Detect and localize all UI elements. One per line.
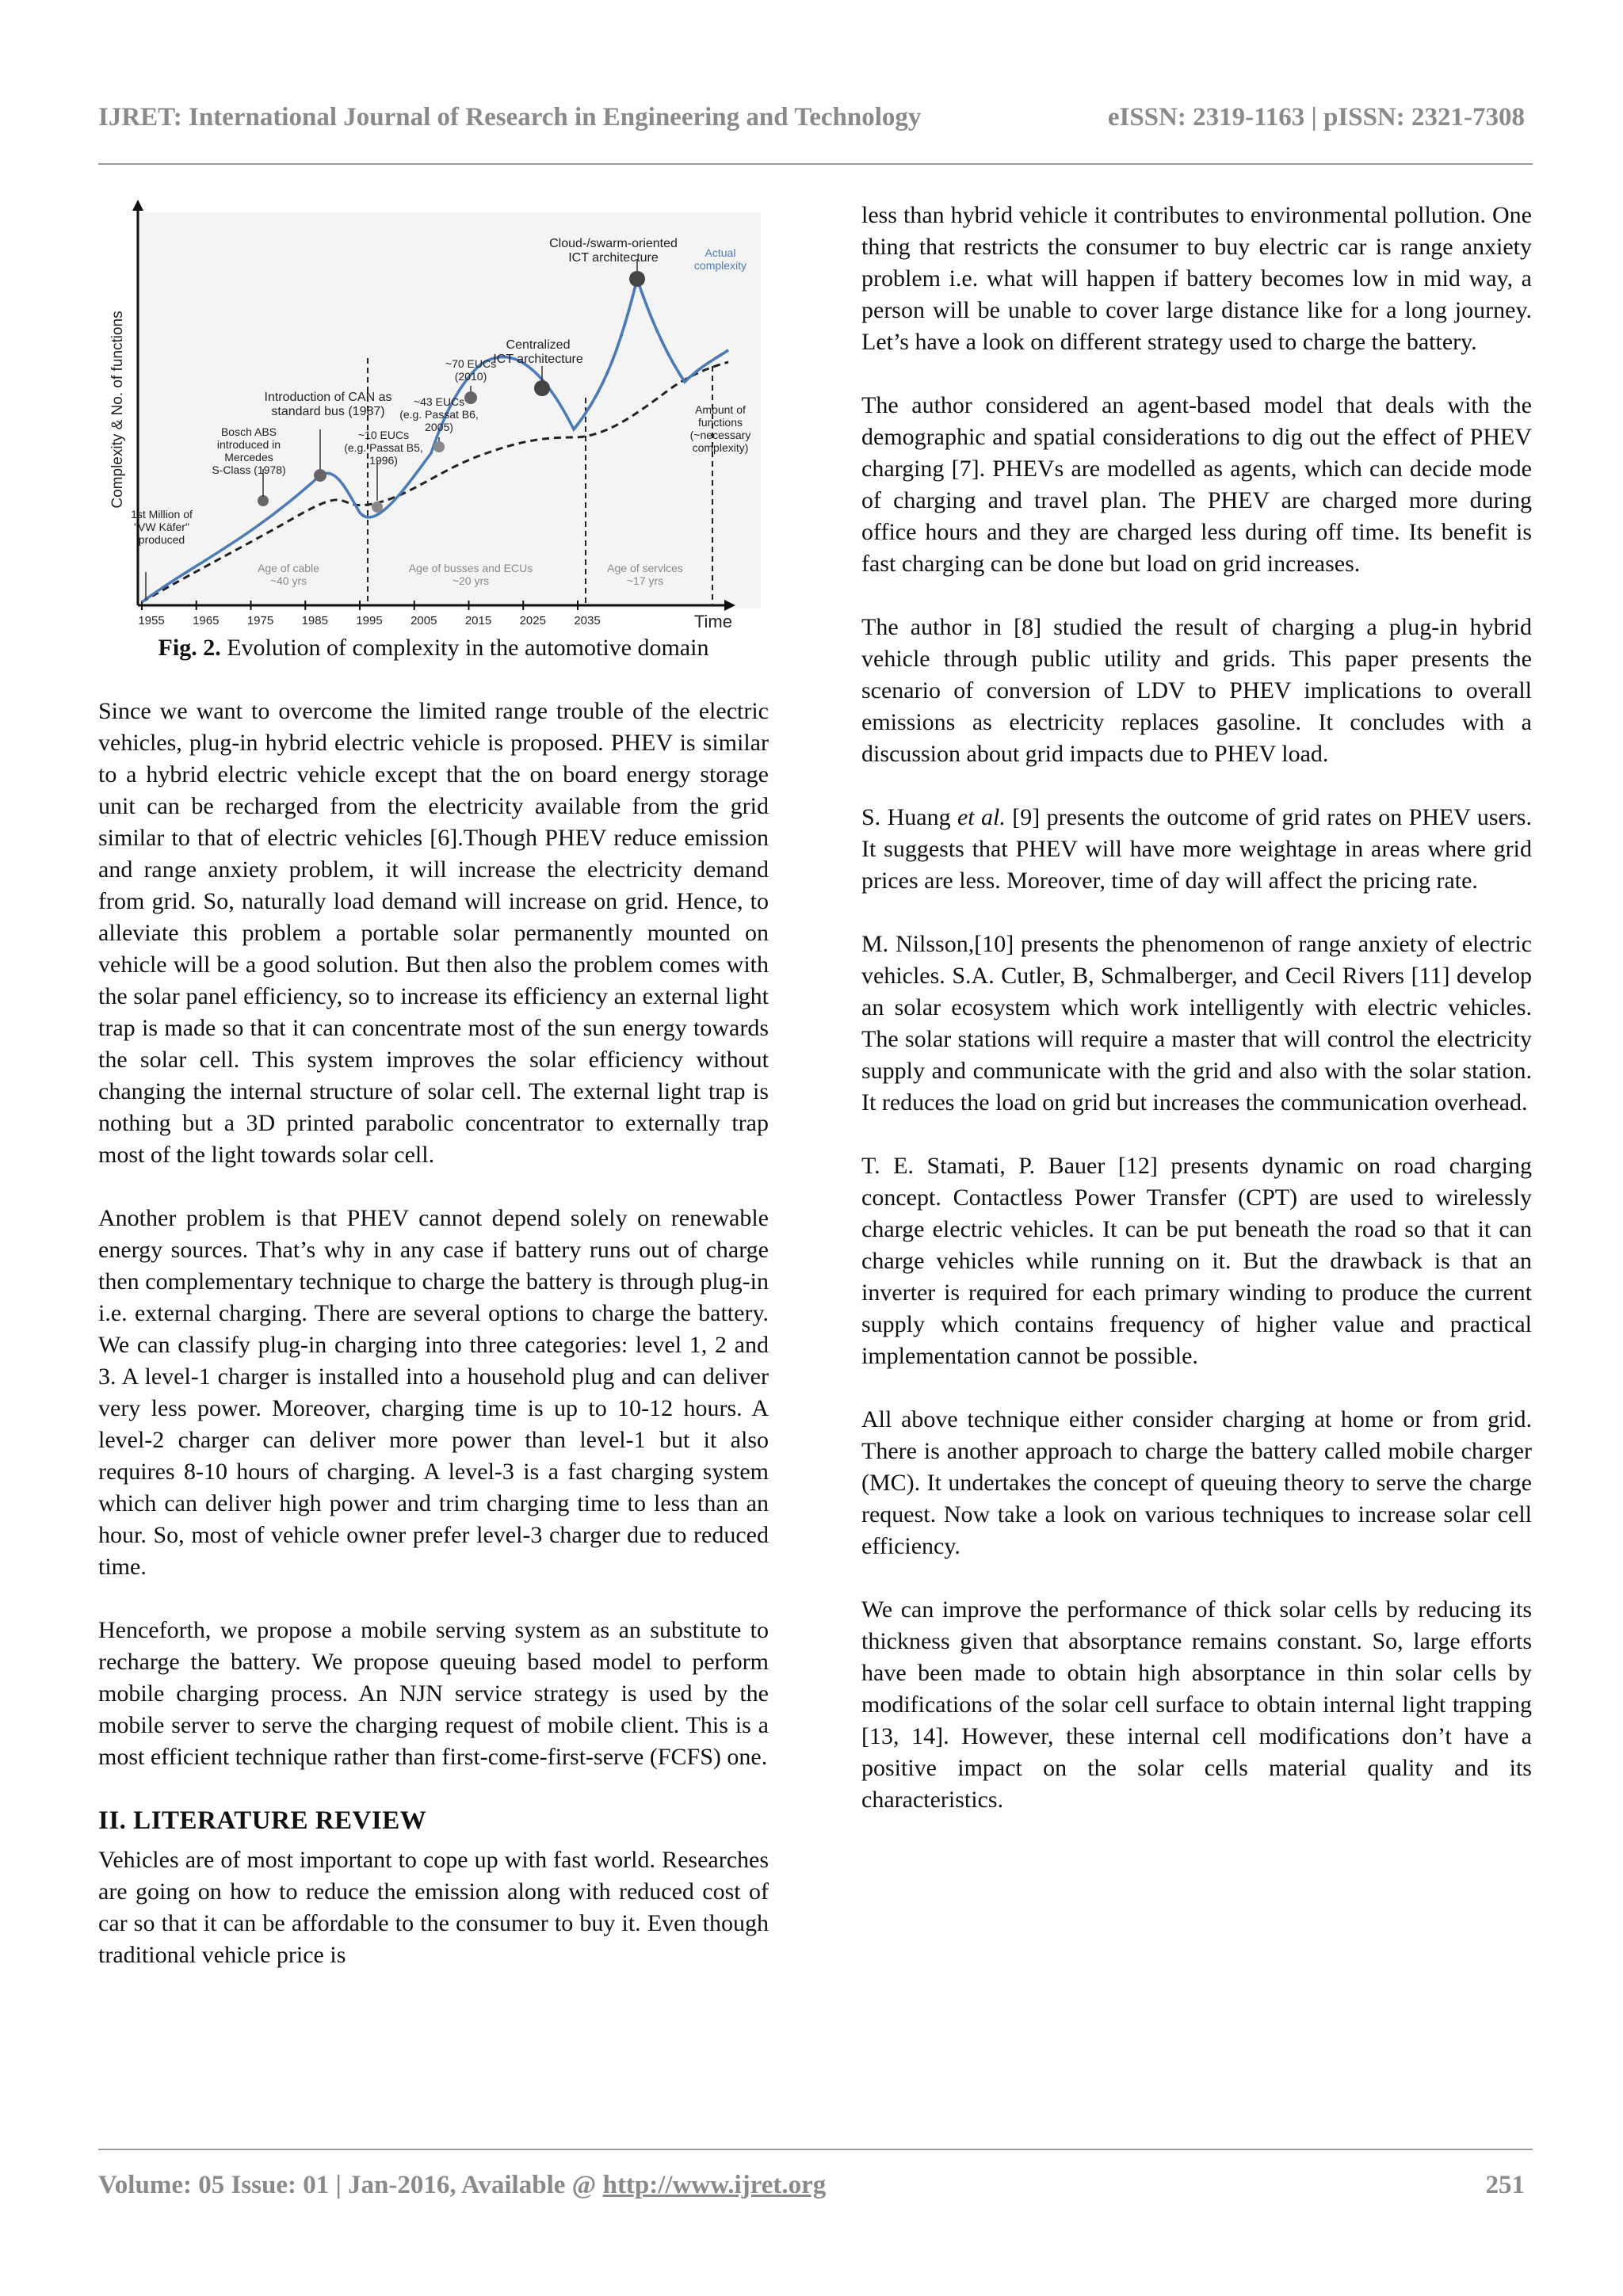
milestone-centralized <box>534 380 550 396</box>
y-axis-label: Complexity & No. of functions <box>109 311 126 509</box>
annot-10ecu: ~10 EUCs (e.g. Passat B5, 1996) <box>344 429 423 467</box>
p4-part-a: S. Huang <box>861 804 957 830</box>
milestone-43ecu <box>433 441 445 452</box>
age-cable-label: Age of cable ~40 yrs <box>258 562 319 587</box>
x-axis-label: Time <box>693 612 732 627</box>
annot-actual: Actual complexity <box>693 246 747 272</box>
right-paragraph-7: All above technique either consider charging at home or from grid. There is another approach to charge the battery called mobile charger (MC). It undertakes the concept of queuing theory to serve the charge request. Now take a look on various techniques to increase solar cell efficiency. <box>861 1406 1532 1559</box>
x-tick-label: 2025 <box>519 614 546 627</box>
page-number: 251 <box>1485 2171 1525 2199</box>
annot-43ecu: ~43 EUCs (e.g. Passat B6, 2005) <box>399 395 479 433</box>
left-column <box>98 696 769 2003</box>
x-tick-label: 1965 <box>193 614 220 627</box>
footer-rule <box>98 2149 1533 2150</box>
right-paragraph-4 <box>861 802 1532 897</box>
y-axis-arrow <box>132 200 143 211</box>
caption-text: Evolution of complexity in the automotive domain <box>220 635 709 661</box>
milestone-can <box>314 469 327 482</box>
figure-2 <box>98 200 769 627</box>
left-paragraph-1: Since we want to overcome the limited range trouble of the electric vehicles, plug-in hybrid electric vehicle is proposed. PHEV is similar to a hybrid electric vehicle except that the on board energy storage unit can be recharged from the electricity available from the grid similar to that of electric vehicles [6].Though PHEV reduce emission and range anxiety problem, it will increase the electricity demand from grid. So, naturally load demand will increase on grid. Hence, to alleviate this problem a portable solar permanently mounted on vehicle will be a good solution. But then also the problem comes with the solar panel efficiency, so to increase its efficiency an external light trap is made so that it can concentrate most of the sun energy towards the solar cell. This system improves the solar efficiency without changing the internal structure of solar cell. The external light trap is nothing but a 3D printed parabolic concentrator to externally trap most of the light towards solar cell. <box>98 698 769 1168</box>
annot-70ecu: ~70 EUCs (2010) <box>445 357 497 383</box>
x-tick-label: 2005 <box>411 614 437 627</box>
milestone-10ecu <box>372 502 383 513</box>
footer-volume-text: Volume: 05 Issue: 01 | Jan-2016, Available @ <box>98 2171 603 2199</box>
x-tick-label: 1985 <box>301 614 328 627</box>
annot-vw: 1st Million of "VW Käfer" produced <box>131 508 193 546</box>
journal-link[interactable]: http://www.ijret.org <box>602 2171 827 2199</box>
right-paragraph-5: M. Nilsson,[10] presents the phenomenon of range anxiety of electric vehicles. S.A. Cutler, B, Schmalberger, and Cecil Rivers [11] develop an solar ecosystem which work intelligently with electric vehicles. The solar stations will require a master that will control the electricity supply and communicate with the grid and also with the solar station. It reduces the load on grid but increases the communication overhead. <box>861 931 1532 1116</box>
age-busses-label: Age of busses and ECUs ~20 yrs <box>408 562 533 587</box>
complexity-chart <box>98 200 769 627</box>
caption-label: Fig. 2. <box>158 635 221 661</box>
page-header <box>98 93 1525 141</box>
age-services-label: Age of services ~17 yrs <box>607 562 683 587</box>
x-tick-label: 1995 <box>356 614 383 627</box>
left-paragraph-2: Another problem is that PHEV cannot depend solely on renewable energy sources. That’s why in any case if battery runs out of charge then complementary technique to charge the battery is through plug-in i.e. external charging. There are several options to charge the battery. We can classify plug-in charging into three categories: level 1, 2 and 3. A level-1 charger is installed into a household plug and can deliver very less power. Moreover, charging time is up to 10-12 hours. A level-2 charger can deliver more power than level-1 but it also requires 8-10 hours of charging. A level-3 is a fast charging system which can deliver high power and trim charging time to less than an hour. So, most of vehicle owner prefer level-3 charger due to reduced time. <box>98 1205 769 1580</box>
section-heading: II. LITERATURE REVIEW <box>98 1806 427 1835</box>
annot-amount: Amount of functions (~necessary complexity) <box>689 403 751 454</box>
journal-title: IJRET: International Journal of Research in Engineering and Technology <box>98 102 922 132</box>
right-paragraph-3: The author in [8] studied the result of charging a plug-in hybrid vehicle through public utility and grids. This paper presents the scenario of conversion of LDV to PHEV implications to overall emissions as electricity replaces gasoline. It concludes with a discussion about grid impacts due to PHEV load. <box>861 614 1532 767</box>
annot-cloud: Cloud-/swarm-oriented ICT architecture <box>549 237 678 265</box>
right-paragraph-8: We can improve the performance of thick solar cells by reducing its thickness given that absorptance remains constant. So, large efforts have been made to obtain high absorptance in thin solar cells by modifications of the solar cell surface to obtain internal light trapping [13, 14]. However, these internal cell modifications don’t have a positive impact on the solar cells material quality and its characteristics. <box>861 1596 1532 1813</box>
header-rule <box>98 163 1533 165</box>
x-tick-label: 2035 <box>574 614 601 627</box>
x-tick-label: 2015 <box>464 614 492 627</box>
figure-caption <box>98 632 769 664</box>
milestone-70ecu <box>464 391 477 404</box>
right-column <box>861 200 1532 1848</box>
annot-centralized: Centralized ICT architecture <box>493 338 583 366</box>
right-paragraph-1: less than hybrid vehicle it contributes to environmental pollution. One thing that restricts the consumer to buy electric car is range anxiety problem i.e. what will happen if battery becomes low in mid way, a person will be unable to cover large distance like for a long journey. Let’s have a look on different strategy used to charge the battery. <box>861 202 1532 355</box>
annot-can: Introduction of CAN as standard bus (1987) <box>264 391 392 418</box>
right-paragraph-2: The author considered an agent-based model that deals with the demographic and spatial considerations to dig out the effect of PHEV charging [7]. PHEVs are modelled as agents, which can decide mode of charging and travel plan. The PHEV are charged more during office hours and they are charged less during off time. Its benefit is fast charging can be done but load on grid increases. <box>861 392 1532 577</box>
x-tick-label: 1955 <box>138 614 165 627</box>
milestone-cloud <box>629 271 645 287</box>
footer-volume <box>98 2171 826 2200</box>
milestone-bosch <box>258 495 269 506</box>
x-tick-label: 1975 <box>246 614 274 627</box>
left-paragraph-3: Henceforth, we propose a mobile serving system as an substitute to recharge the battery. We propose queuing based model to perform mobile charging process. An NJN service strategy is used by the mobile server to serve the charging request of mobile client. This is a most efficient technique rather than first-come-first-serve (FCFS) one. <box>98 1617 769 1770</box>
issn-text: eISSN: 2319-1163 | pISSN: 2321-7308 <box>1107 102 1525 132</box>
right-paragraph-6: T. E. Stamati, P. Bauer [12] presents dynamic on road charging concept. Contactless Power Transfer (CPT) are used to wirelessly charge electric vehicles. It can be put beneath the road so that it can charge vehicles while running on it. But the drawback is that an inverter is required for each primary winding to produce the current supply which contains frequency of higher value and practical implementation cannot be possible. <box>861 1153 1532 1369</box>
annot-bosch: Bosch ABS introduced in Mercedes S-Class (1978) <box>212 425 286 476</box>
p4-et-al: et al. <box>957 804 1006 830</box>
page-footer <box>98 2171 1525 2200</box>
p4-part-b: [9] presents the outcome of grid rates on PHEV users. It suggests that PHEV will have more weightage in areas where grid prices are less. Moreover, time of day will affect the pricing rate. <box>861 804 1532 894</box>
left-paragraph-4: Vehicles are of most important to cope up with fast world. Researches are going on how to reduce the emission along with reduced cost of car so that it can be affordable to the consumer to buy it. Even though traditional vehicle price is <box>98 1847 769 1968</box>
